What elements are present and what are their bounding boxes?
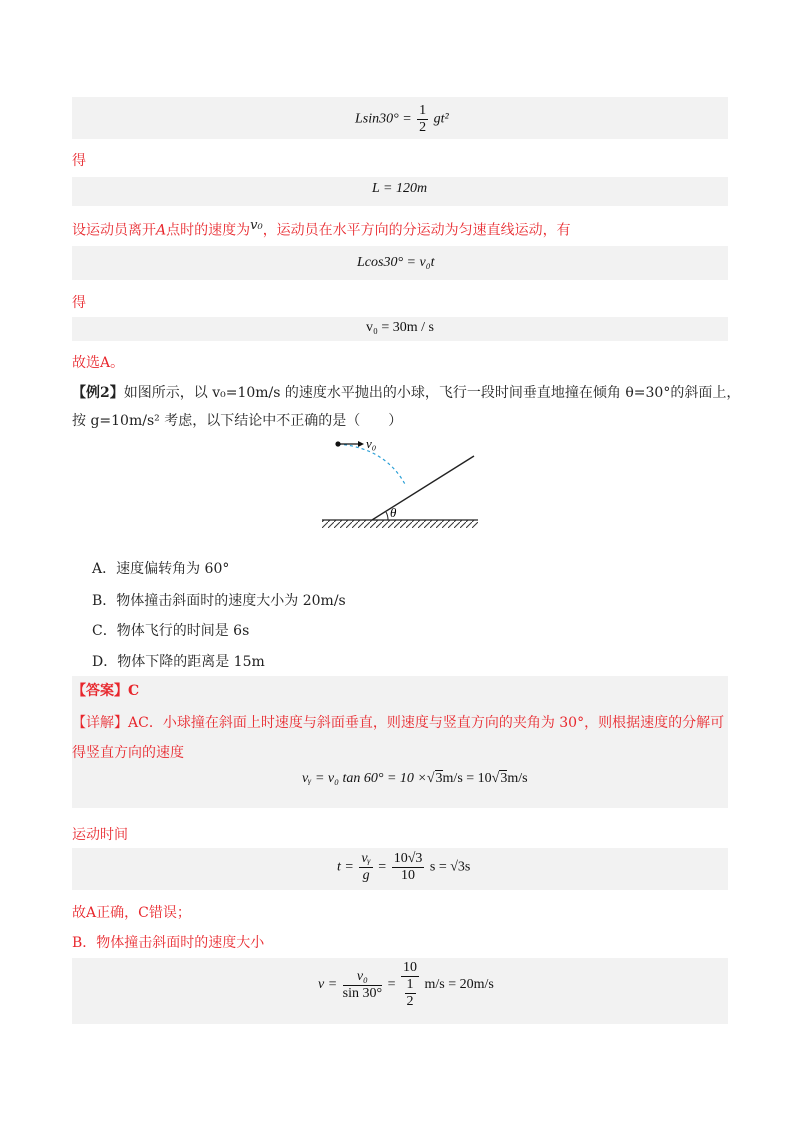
answer-select: 故选A。 <box>72 355 125 371</box>
example2-line1: 【例2】如图所示，以 v₀=10m/s 的速度水平抛出的小球，飞行一段时间垂直地撞在倾角 θ=30°的斜面上， <box>72 385 741 401</box>
angle-arc <box>386 512 388 520</box>
detail-line1: 【详解】AC．小球撞在斜面上时速度与斜面垂直，则速度与竖直方向的夹角为 30°，则根据速度的分解可 <box>72 715 725 731</box>
arrow-head <box>358 441 364 447</box>
equation-t: t = $\frac{\text{vᵧ}}{g}$ = $\frac{10√3}{10}$ s = √3s <box>337 851 471 883</box>
option-d: D．物体下降的距离是 15m <box>92 654 265 670</box>
equation-lcos30: Lcos30° = v₀t <box>357 255 435 270</box>
text-de: 得 <box>72 295 86 311</box>
label-v0: v₀ <box>366 436 377 451</box>
conclusion: 故A正确，C错误； <box>72 905 191 921</box>
b-label: B．物体撞击斜面时的速度大小 <box>72 935 265 951</box>
answer-label: 【答案】C <box>72 683 140 699</box>
detail-line2: 得竖直方向的速度 <box>72 745 184 761</box>
motion-time-label: 运动时间 <box>72 827 128 843</box>
equation-l120: L = 120m <box>372 181 428 196</box>
projectile-incline-diagram <box>316 432 486 532</box>
equation-v0-30: v₀ = 30m / s <box>366 320 435 335</box>
equation-vy: vᵧ = v₀ tan 60° = 10 ×√3m/s = 10√3m/s <box>302 771 528 786</box>
equation-lsin30: Lsin30° = $\frac{1}{2}$ gt² <box>355 103 449 135</box>
option-c: C．物体飞行的时间是 6s <box>92 623 250 639</box>
example2-line2: 按 g=10m/s² 考虑，以下结论中不正确的是（ ） <box>72 413 403 429</box>
ball <box>335 441 340 446</box>
text-de: 得 <box>72 153 86 169</box>
equation-v: v = $\frac{\text{v₀}}{\sin 30^\circ}$ = $\frac{10}{\frac{1}{2}}$ m/s = 20m/s <box>318 960 494 1009</box>
label-theta: θ <box>390 505 397 520</box>
text-v0-line: 设运动员离开A点时的速度为$^{v_0}$，运动员在水平方向的分运动为匀速直线运动，有 <box>72 218 571 239</box>
option-b: B．物体撞击斜面时的速度大小为 20m/s <box>92 593 346 609</box>
option-a: A．速度偏转角为 60° <box>92 561 230 577</box>
ground-hatch <box>322 520 478 528</box>
incline-line <box>372 456 474 520</box>
